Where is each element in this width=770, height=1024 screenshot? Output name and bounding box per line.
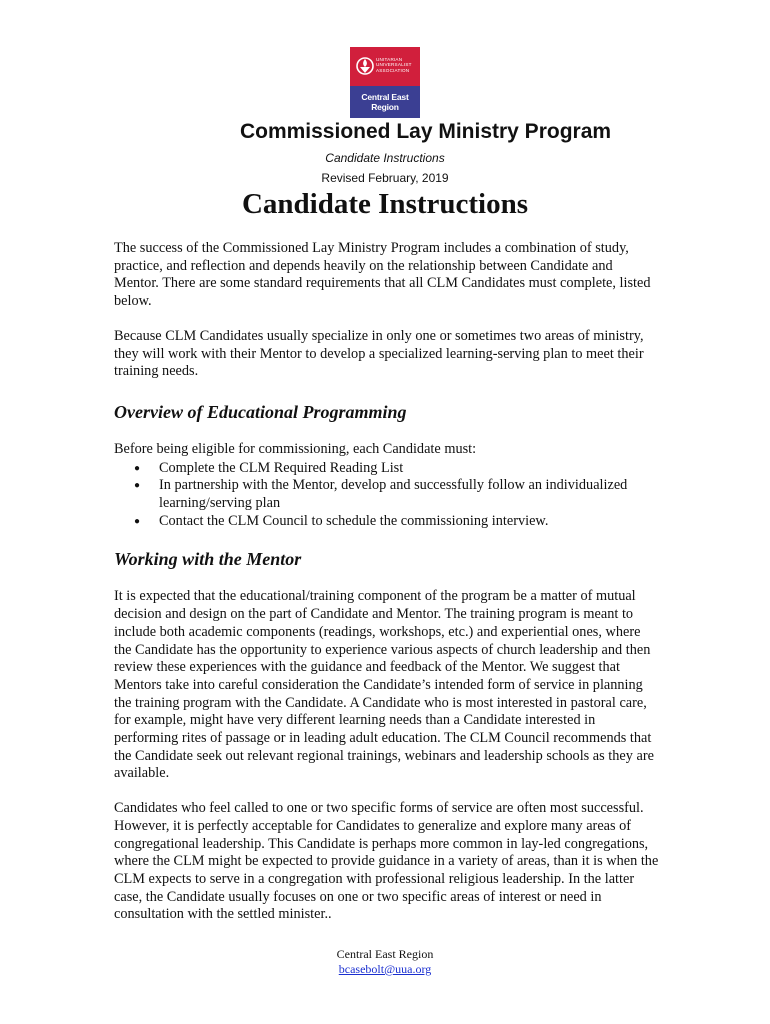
program-title: Commissioned Lay Ministry Program bbox=[239, 120, 612, 143]
list-item bbox=[134, 513, 660, 531]
list-item bbox=[134, 460, 660, 478]
bullet-icon: ● bbox=[134, 515, 141, 527]
footer-email-link[interactable]: bcasebolt@uua.org bbox=[338, 962, 432, 976]
mentor-paragraph-2: Candidates who feel called to one or two specific forms of service are often most successful. However, it is perfectly acceptable for Candidates to generalize and explore many areas of congregational leadership. This Candidate is perhaps more common in lay-led congregations, where the CLM might be expected to provide guidance in a variety of areas, than it is when the CLM expects to serve in a congregation with professional religious leadership. In the latter case, the Candidate usually focuses on one or two specific areas of interest or need in consultation with the settled minister.. bbox=[114, 800, 659, 923]
mentor-heading: Working with the Mentor bbox=[114, 549, 302, 570]
logo-org-line: ASSOCIATION bbox=[376, 67, 410, 73]
logo-org-name bbox=[376, 57, 412, 73]
logo-top-band bbox=[350, 47, 420, 86]
uua-logo bbox=[350, 47, 420, 118]
revision-date: Revised February, 2019 bbox=[321, 171, 449, 185]
list-item-text: Complete the CLM Required Reading List bbox=[159, 459, 404, 476]
footer-region: Central East Region bbox=[336, 947, 434, 961]
document-body bbox=[114, 240, 660, 941]
logo-region-line: Central East bbox=[361, 92, 409, 102]
intro-paragraph-1: The success of the Commissioned Lay Ministry Program includes a combination of study, practice, and reflection and depends heavily on the relationship between Candidate and Mentor. There are some standard requirements that all CLM Candidates must complete, listed below. bbox=[114, 240, 651, 310]
overview-lead: Before being eligible for commissioning, each Candidate must: bbox=[114, 440, 477, 457]
overview-heading: Overview of Educational Programming bbox=[114, 401, 407, 422]
bullet-icon: ● bbox=[134, 480, 141, 492]
logo-region-band bbox=[350, 86, 420, 118]
mentor-paragraph-1: It is expected that the educational/training component of the program be a matter of mutual decision and design on the part of Candidate and Mentor. The training program is meant to include both academic components (readings, workshops, etc.) and experiential ones, where the Candidate has the opportunity to experience various aspects of church leadership and then review these experiences with the guidance and feedback of the Mentor. We suggest that Mentors take into careful consideration the Candidate’s intended form of service in planning the training program with the Candidate. A Candidate who is most interested in pastoral care, for example, might have very different learning needs than a Candidate interested in performing rites of passage or in leading adult education. The CLM Council recommends that the Candidate seek out relevant regional trainings, webinars and leadership schools as they are available. bbox=[114, 588, 654, 782]
header-subtitle: Candidate Instructions bbox=[325, 151, 445, 165]
logo-region-line: Region bbox=[371, 102, 399, 112]
requirements-list bbox=[114, 460, 660, 531]
logo-org-line: UNITARIAN bbox=[376, 57, 403, 62]
intro-paragraph-2: Because CLM Candidates usually specialize in only one or sometimes two areas of ministry, they will work with their Mentor to develop a specialized learning-serving plan to meet their training needs. bbox=[114, 327, 644, 380]
page-footer bbox=[0, 947, 770, 977]
list-item-text: Contact the CLM Council to schedule the commissioning interview. bbox=[159, 512, 549, 529]
bullet-icon: ● bbox=[134, 462, 141, 474]
logo-org-line: UNIVERSALIST bbox=[376, 62, 412, 68]
flaming-chalice-icon bbox=[356, 55, 374, 77]
page-title: Candidate Instructions bbox=[241, 188, 529, 220]
list-item bbox=[134, 477, 660, 512]
list-item-text: In partnership with the Mentor, develop and successfully follow an individualized learning/serving plan bbox=[159, 477, 628, 512]
